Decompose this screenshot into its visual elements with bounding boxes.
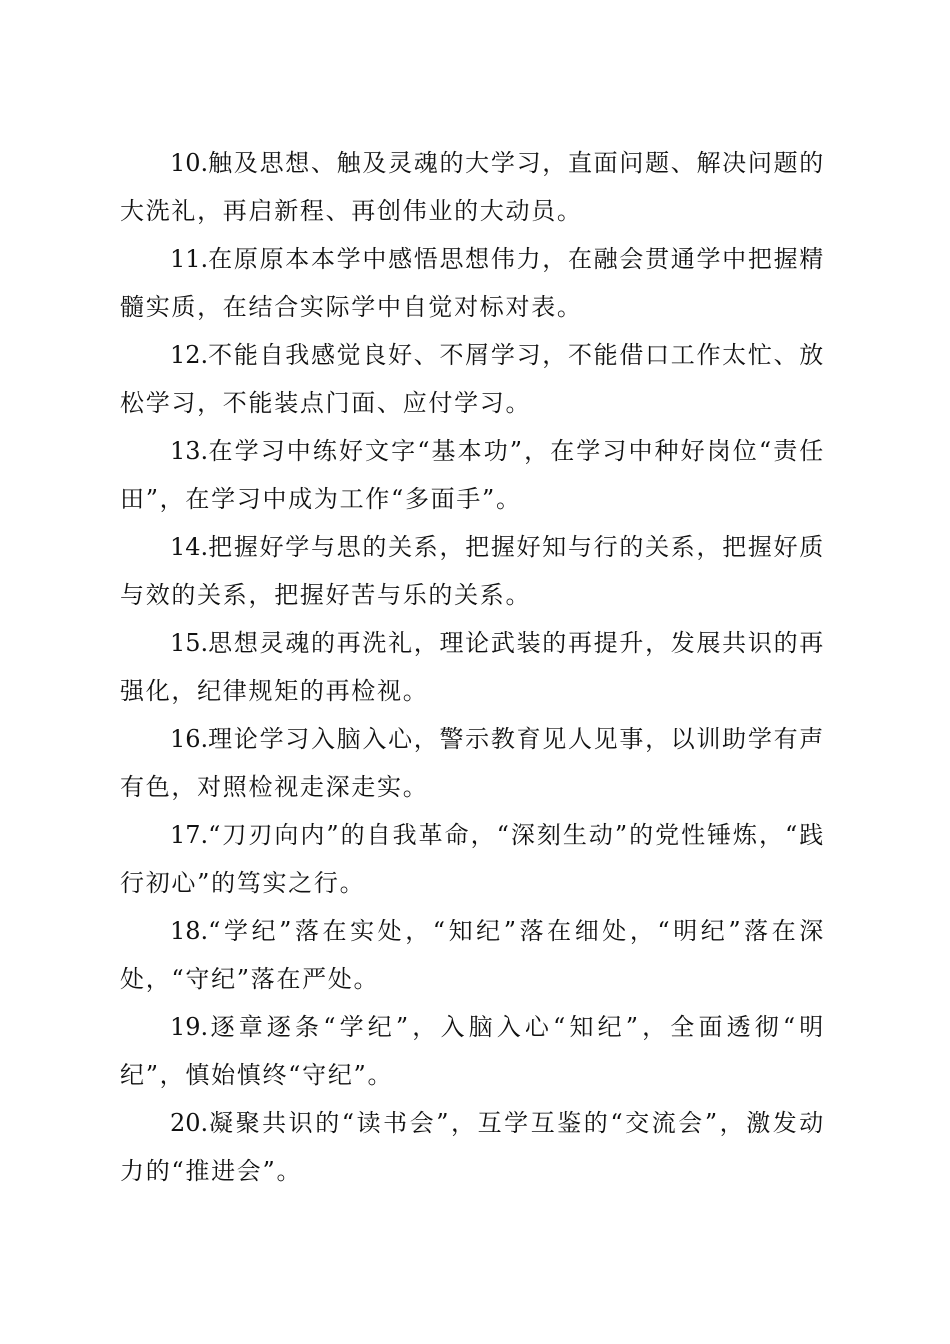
item-text: 在学习中练好文字“基本功”，在学习中种好岗位“责任田”，在学习中成为工作“多面手”。 <box>120 437 825 513</box>
item-number: 17. <box>170 821 209 849</box>
item-text: 逐章逐条“学纪”，入脑入心“知纪”，全面透彻“明纪”，慎始慎终“守纪”。 <box>120 1013 825 1089</box>
item-number: 16. <box>170 725 209 753</box>
item-number: 11. <box>170 245 209 273</box>
list-item <box>120 619 825 715</box>
list-item <box>120 1003 825 1099</box>
list-item <box>120 139 825 235</box>
item-number: 14. <box>170 533 209 561</box>
item-number: 13. <box>170 437 209 465</box>
list-item <box>120 523 825 619</box>
item-text: 触及思想、触及灵魂的大学习，直面问题、解决问题的大洗礼，再启新程、再创伟业的大动员。 <box>120 149 825 225</box>
item-text: 凝聚共识的“读书会”，互学互鉴的“交流会”，激发动力的“推进会”。 <box>120 1109 825 1185</box>
item-number: 12. <box>170 341 209 369</box>
item-number: 10. <box>170 149 209 177</box>
item-text: 理论学习入脑入心，警示教育见人见事，以训助学有声有色，对照检视走深走实。 <box>120 725 825 801</box>
list-item <box>120 811 825 907</box>
list-item <box>120 715 825 811</box>
item-text: 把握好学与思的关系，把握好知与行的关系，把握好质与效的关系，把握好苦与乐的关系。 <box>120 533 825 609</box>
list-item <box>120 907 825 1003</box>
document-body <box>120 139 825 1195</box>
item-number: 20. <box>170 1109 209 1137</box>
item-number: 19. <box>170 1013 209 1041</box>
list-item <box>120 331 825 427</box>
item-number: 18. <box>170 917 209 945</box>
item-text: “学纪”落在实处，“知纪”落在细处，“明纪”落在深处，“守纪”落在严处。 <box>120 917 825 993</box>
item-text: 不能自我感觉良好、不屑学习，不能借口工作太忙、放松学习，不能装点门面、应付学习。 <box>120 341 825 417</box>
item-text: 思想灵魂的再洗礼，理论武装的再提升，发展共识的再强化，纪律规矩的再检视。 <box>120 629 825 705</box>
item-text: 在原原本本学中感悟思想伟力，在融会贯通学中把握精髓实质，在结合实际学中自觉对标对表。 <box>120 245 825 321</box>
item-number: 15. <box>170 629 209 657</box>
item-text: “刀刃向内”的自我革命，“深刻生动”的党性锤炼，“践行初心”的笃实之行。 <box>120 821 825 897</box>
list-item <box>120 235 825 331</box>
list-item <box>120 427 825 523</box>
list-item <box>120 1099 825 1195</box>
